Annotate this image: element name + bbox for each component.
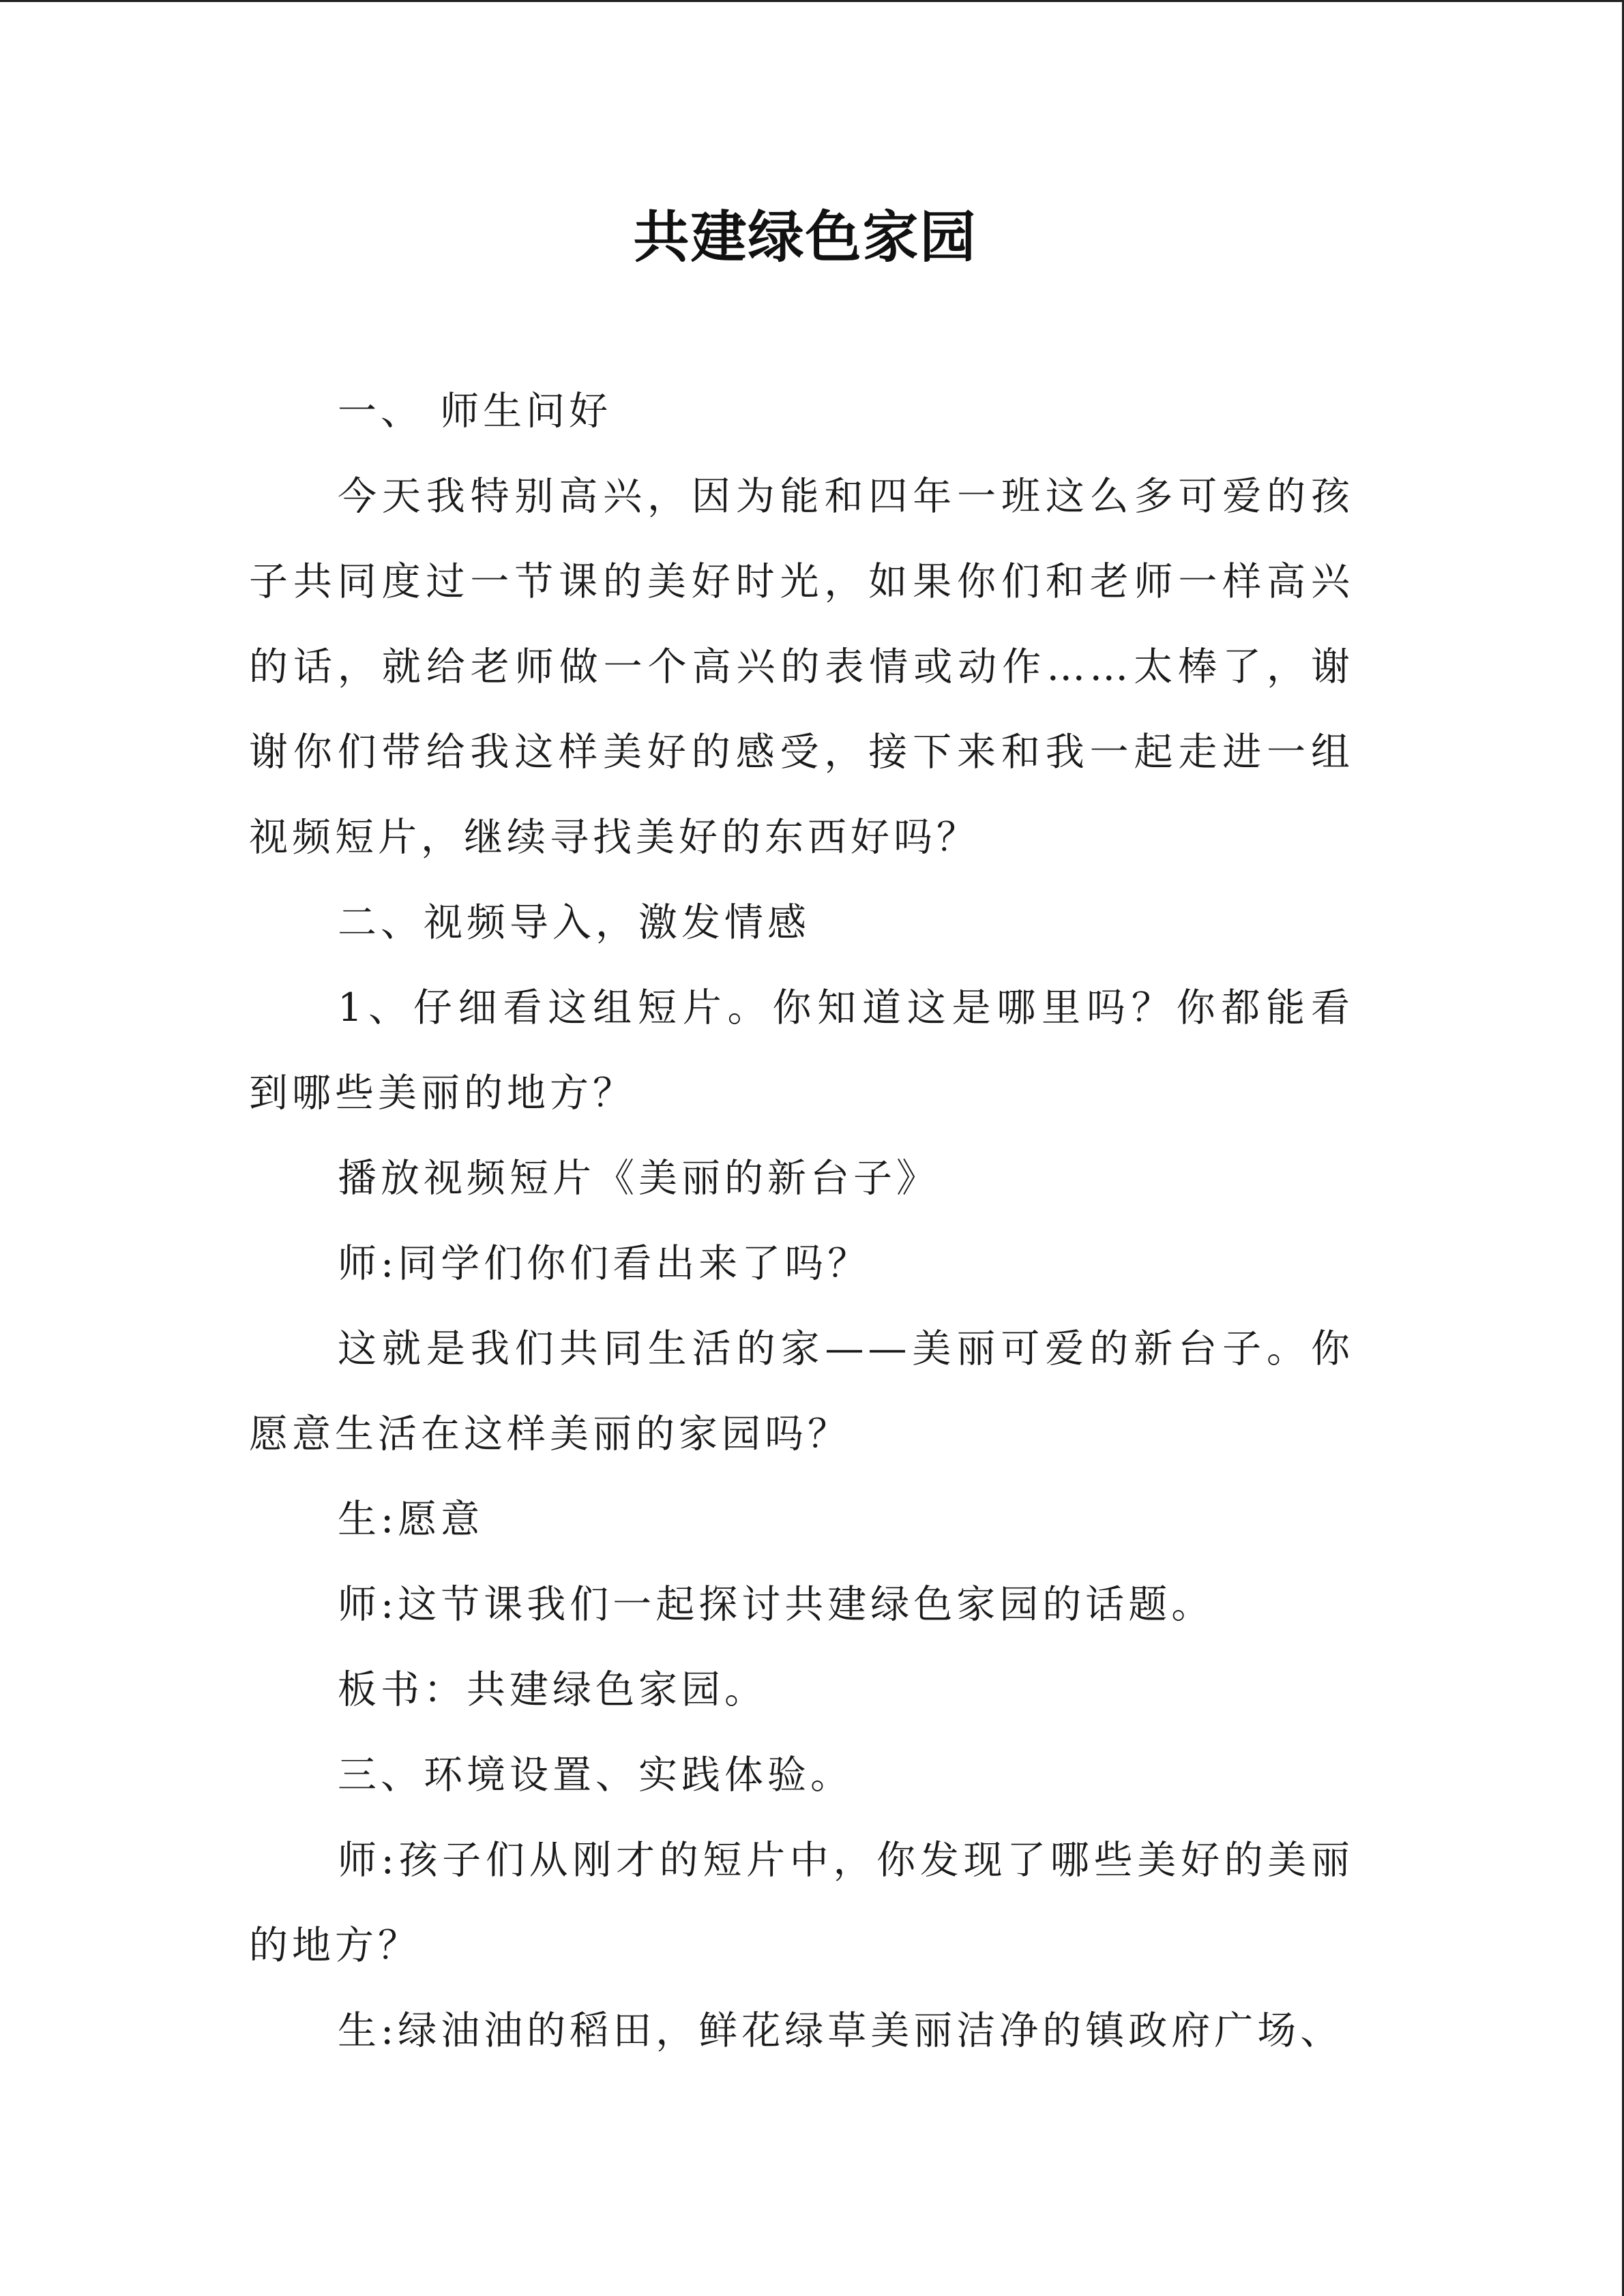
section-heading: 三、环境设置、实践体验。	[338, 1753, 853, 1798]
paragraph: 板书：共建绿色家园。	[338, 1667, 767, 1712]
paragraph: 今天我特别高兴，因为能和四年一班这么多可爱的孩子共同度过一节课的美好时光，如果你们和老师一样高兴的话，就给老师做一个高兴的表情或动作……太棒了，谢谢你们带给我这样美好的感受，接下来和我一起走进一组视频短片，继续寻找美好的东西好吗？	[249, 474, 1354, 860]
paragraph: 这就是我们共同生活的家——美丽可爱的新台子。你愿意生活在这样美丽的家园吗？	[249, 1326, 1354, 1457]
paragraph: 1、仔细看这组短片。你知道这是哪里吗？你都能看到哪些美丽的地方？	[249, 985, 1354, 1116]
dialogue-line: 师:这节课我们一起探讨共建绿色家园的话题。	[338, 1582, 1215, 1627]
dialogue-line: 生:绿油油的稻田，鲜花绿草美丽洁净的镇政府广场、	[338, 2008, 1344, 2053]
dialogue-line: 师:同学们你们看出来了吗？	[338, 1241, 871, 1286]
paragraph: 播放视频短片《美丽的新台子》	[338, 1156, 939, 1201]
section-heading: 一、 师生问好	[338, 389, 612, 434]
document-body	[249, 369, 1354, 2074]
document-title: 共建绿色家园	[633, 205, 977, 270]
dialogue-line: 师:孩子们从刚才的短片中，你发现了哪些美好的美丽的地方？	[249, 1838, 1354, 1968]
section-heading: 二、视频导入，激发情感	[338, 900, 810, 945]
dialogue-line: 生:愿意	[338, 1497, 484, 1542]
